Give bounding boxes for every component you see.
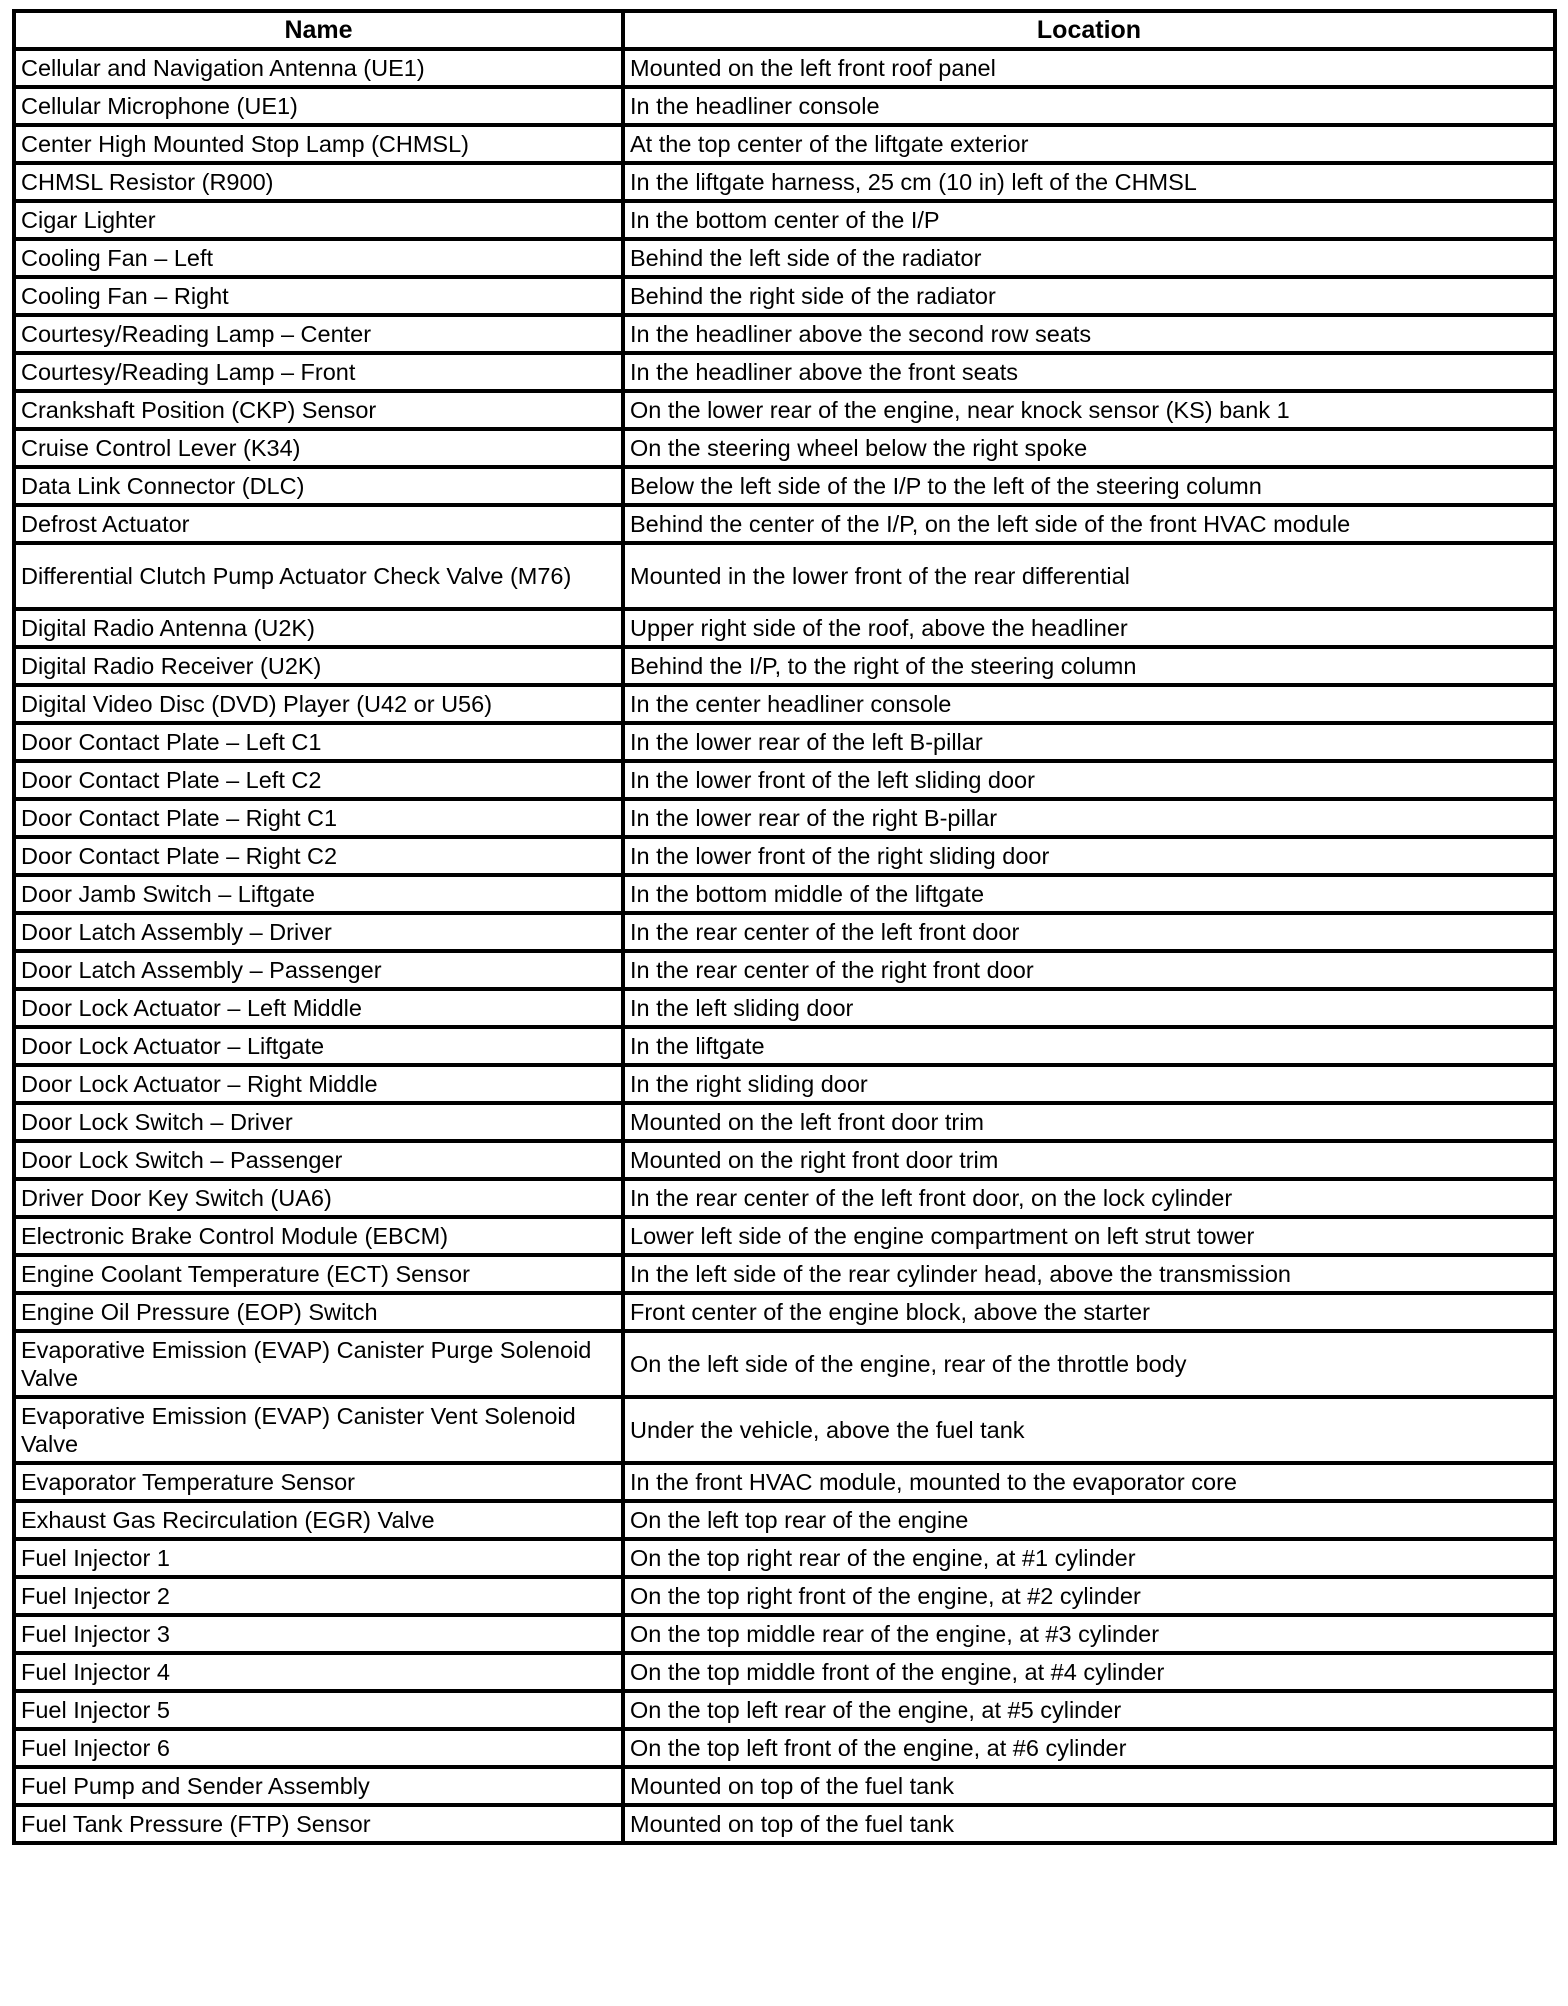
table-row bbox=[14, 1653, 1555, 1691]
component-name-cell: Evaporative Emission (EVAP) Canister Vent Solenoid Valve bbox=[14, 1397, 623, 1463]
component-name-cell: Digital Radio Receiver (U2K) bbox=[14, 647, 623, 685]
component-name-cell: Digital Video Disc (DVD) Player (U42 or U56) bbox=[14, 685, 623, 723]
component-location-cell: In the liftgate bbox=[623, 1027, 1555, 1065]
table-row bbox=[14, 1179, 1555, 1217]
table-row bbox=[14, 1217, 1555, 1255]
component-location-cell: In the bottom middle of the liftgate bbox=[623, 875, 1555, 913]
component-location-cell: On the left side of the engine, rear of the throttle body bbox=[623, 1331, 1555, 1397]
component-location-cell: On the lower rear of the engine, near knock sensor (KS) bank 1 bbox=[623, 391, 1555, 429]
component-location-cell: Mounted on top of the fuel tank bbox=[623, 1805, 1555, 1843]
table-row bbox=[14, 1027, 1555, 1065]
table-row bbox=[14, 467, 1555, 505]
component-name-cell: CHMSL Resistor (R900) bbox=[14, 163, 623, 201]
component-location-cell: In the lower front of the left sliding door bbox=[623, 761, 1555, 799]
table-row bbox=[14, 913, 1555, 951]
component-location-cell: On the top middle front of the engine, at #4 cylinder bbox=[623, 1653, 1555, 1691]
table-row bbox=[14, 1691, 1555, 1729]
table-row bbox=[14, 163, 1555, 201]
component-name-cell: Door Lock Actuator – Left Middle bbox=[14, 989, 623, 1027]
component-name-cell: Defrost Actuator bbox=[14, 505, 623, 543]
table-row bbox=[14, 353, 1555, 391]
component-location-cell: Front center of the engine block, above the starter bbox=[623, 1293, 1555, 1331]
component-name-cell: Electronic Brake Control Module (EBCM) bbox=[14, 1217, 623, 1255]
table-header-row bbox=[14, 11, 1555, 49]
component-location-cell: In the headliner above the front seats bbox=[623, 353, 1555, 391]
component-name-cell: Fuel Injector 4 bbox=[14, 1653, 623, 1691]
component-location-cell: At the top center of the liftgate exterior bbox=[623, 125, 1555, 163]
component-name-cell: Cigar Lighter bbox=[14, 201, 623, 239]
table-row bbox=[14, 723, 1555, 761]
component-name-cell: Differential Clutch Pump Actuator Check Valve (M76) bbox=[14, 543, 623, 609]
table-row bbox=[14, 277, 1555, 315]
component-location-cell: In the rear center of the left front door, on the lock cylinder bbox=[623, 1179, 1555, 1217]
component-name-cell: Cellular Microphone (UE1) bbox=[14, 87, 623, 125]
component-location-cell: In the rear center of the left front door bbox=[623, 913, 1555, 951]
table-row bbox=[14, 1397, 1555, 1463]
component-locator-table bbox=[12, 9, 1557, 1845]
table-body bbox=[14, 49, 1555, 1843]
component-name-cell: Driver Door Key Switch (UA6) bbox=[14, 1179, 623, 1217]
component-name-cell: Courtesy/Reading Lamp – Front bbox=[14, 353, 623, 391]
component-location-cell: On the top middle rear of the engine, at #3 cylinder bbox=[623, 1615, 1555, 1653]
component-location-cell: In the headliner console bbox=[623, 87, 1555, 125]
component-name-cell: Center High Mounted Stop Lamp (CHMSL) bbox=[14, 125, 623, 163]
table-row bbox=[14, 1331, 1555, 1397]
component-name-cell: Engine Oil Pressure (EOP) Switch bbox=[14, 1293, 623, 1331]
component-name-cell: Fuel Injector 5 bbox=[14, 1691, 623, 1729]
component-location-cell: In the bottom center of the I/P bbox=[623, 201, 1555, 239]
component-location-cell: In the headliner above the second row seats bbox=[623, 315, 1555, 353]
component-name-cell: Evaporator Temperature Sensor bbox=[14, 1463, 623, 1501]
component-name-cell: Door Contact Plate – Left C1 bbox=[14, 723, 623, 761]
table-row bbox=[14, 761, 1555, 799]
table-row bbox=[14, 429, 1555, 467]
component-name-cell: Courtesy/Reading Lamp – Center bbox=[14, 315, 623, 353]
component-name-cell: Door Lock Switch – Passenger bbox=[14, 1141, 623, 1179]
component-name-cell: Fuel Injector 3 bbox=[14, 1615, 623, 1653]
table-row bbox=[14, 989, 1555, 1027]
component-name-cell: Door Contact Plate – Left C2 bbox=[14, 761, 623, 799]
component-location-cell: In the lower rear of the right B-pillar bbox=[623, 799, 1555, 837]
table-row bbox=[14, 543, 1555, 609]
column-header-name: Name bbox=[14, 11, 623, 49]
table-row bbox=[14, 1293, 1555, 1331]
table-row bbox=[14, 49, 1555, 87]
component-name-cell: Cruise Control Lever (K34) bbox=[14, 429, 623, 467]
component-location-cell: Mounted on the right front door trim bbox=[623, 1141, 1555, 1179]
component-location-cell: In the rear center of the right front door bbox=[623, 951, 1555, 989]
table-row bbox=[14, 505, 1555, 543]
component-name-cell: Cooling Fan – Left bbox=[14, 239, 623, 277]
component-name-cell: Engine Coolant Temperature (ECT) Sensor bbox=[14, 1255, 623, 1293]
component-name-cell: Digital Radio Antenna (U2K) bbox=[14, 609, 623, 647]
table-row bbox=[14, 1103, 1555, 1141]
component-location-cell: In the lower front of the right sliding door bbox=[623, 837, 1555, 875]
component-name-cell: Crankshaft Position (CKP) Sensor bbox=[14, 391, 623, 429]
table-row bbox=[14, 1767, 1555, 1805]
table-row bbox=[14, 1615, 1555, 1653]
component-name-cell: Door Jamb Switch – Liftgate bbox=[14, 875, 623, 913]
table-row bbox=[14, 1805, 1555, 1843]
table-row bbox=[14, 799, 1555, 837]
table-row bbox=[14, 1141, 1555, 1179]
component-name-cell: Door Lock Actuator – Liftgate bbox=[14, 1027, 623, 1065]
component-location-cell: In the center headliner console bbox=[623, 685, 1555, 723]
component-name-cell: Evaporative Emission (EVAP) Canister Purge Solenoid Valve bbox=[14, 1331, 623, 1397]
table-row bbox=[14, 1501, 1555, 1539]
table-row bbox=[14, 315, 1555, 353]
component-location-cell: Under the vehicle, above the fuel tank bbox=[623, 1397, 1555, 1463]
component-location-cell: Behind the I/P, to the right of the steering column bbox=[623, 647, 1555, 685]
component-name-cell: Fuel Tank Pressure (FTP) Sensor bbox=[14, 1805, 623, 1843]
component-name-cell: Cooling Fan – Right bbox=[14, 277, 623, 315]
component-name-cell: Door Contact Plate – Right C2 bbox=[14, 837, 623, 875]
component-name-cell: Fuel Injector 6 bbox=[14, 1729, 623, 1767]
table-row bbox=[14, 647, 1555, 685]
table-row bbox=[14, 239, 1555, 277]
table-row bbox=[14, 837, 1555, 875]
component-name-cell: Fuel Injector 1 bbox=[14, 1539, 623, 1577]
component-name-cell: Cellular and Navigation Antenna (UE1) bbox=[14, 49, 623, 87]
component-location-cell: Below the left side of the I/P to the left of the steering column bbox=[623, 467, 1555, 505]
column-header-location: Location bbox=[623, 11, 1555, 49]
component-location-cell: In the front HVAC module, mounted to the evaporator core bbox=[623, 1463, 1555, 1501]
table-row bbox=[14, 685, 1555, 723]
table-row bbox=[14, 1463, 1555, 1501]
table-row bbox=[14, 87, 1555, 125]
table-row bbox=[14, 125, 1555, 163]
component-location-cell: In the right sliding door bbox=[623, 1065, 1555, 1103]
table-row bbox=[14, 609, 1555, 647]
component-name-cell: Door Contact Plate – Right C1 bbox=[14, 799, 623, 837]
component-name-cell: Fuel Pump and Sender Assembly bbox=[14, 1767, 623, 1805]
component-location-cell: In the left sliding door bbox=[623, 989, 1555, 1027]
component-location-cell: Mounted on the left front door trim bbox=[623, 1103, 1555, 1141]
component-location-cell: Mounted on top of the fuel tank bbox=[623, 1767, 1555, 1805]
component-location-cell: On the steering wheel below the right spoke bbox=[623, 429, 1555, 467]
table-row bbox=[14, 1539, 1555, 1577]
component-location-cell: Mounted in the lower front of the rear differential bbox=[623, 543, 1555, 609]
table-row bbox=[14, 1729, 1555, 1767]
table-row bbox=[14, 1065, 1555, 1103]
table-row bbox=[14, 875, 1555, 913]
component-name-cell: Door Latch Assembly – Driver bbox=[14, 913, 623, 951]
component-location-cell: Behind the right side of the radiator bbox=[623, 277, 1555, 315]
component-location-cell: On the top left rear of the engine, at #5 cylinder bbox=[623, 1691, 1555, 1729]
component-location-cell: In the left side of the rear cylinder head, above the transmission bbox=[623, 1255, 1555, 1293]
table-row bbox=[14, 201, 1555, 239]
component-name-cell: Fuel Injector 2 bbox=[14, 1577, 623, 1615]
component-name-cell: Door Lock Actuator – Right Middle bbox=[14, 1065, 623, 1103]
component-location-cell: In the lower rear of the left B-pillar bbox=[623, 723, 1555, 761]
component-location-cell: Upper right side of the roof, above the headliner bbox=[623, 609, 1555, 647]
component-location-cell: On the top right rear of the engine, at #1 cylinder bbox=[623, 1539, 1555, 1577]
table-row bbox=[14, 1255, 1555, 1293]
component-name-cell: Door Latch Assembly – Passenger bbox=[14, 951, 623, 989]
component-location-cell: In the liftgate harness, 25 cm (10 in) left of the CHMSL bbox=[623, 163, 1555, 201]
component-name-cell: Data Link Connector (DLC) bbox=[14, 467, 623, 505]
table-row bbox=[14, 391, 1555, 429]
component-name-cell: Exhaust Gas Recirculation (EGR) Valve bbox=[14, 1501, 623, 1539]
table-row bbox=[14, 951, 1555, 989]
component-locator-sheet bbox=[12, 9, 1557, 1845]
component-location-cell: Lower left side of the engine compartment on left strut tower bbox=[623, 1217, 1555, 1255]
component-location-cell: Behind the left side of the radiator bbox=[623, 239, 1555, 277]
component-location-cell: Mounted on the left front roof panel bbox=[623, 49, 1555, 87]
table-row bbox=[14, 1577, 1555, 1615]
component-name-cell: Door Lock Switch – Driver bbox=[14, 1103, 623, 1141]
component-location-cell: On the left top rear of the engine bbox=[623, 1501, 1555, 1539]
component-location-cell: Behind the center of the I/P, on the left side of the front HVAC module bbox=[623, 505, 1555, 543]
component-location-cell: On the top left front of the engine, at #6 cylinder bbox=[623, 1729, 1555, 1767]
component-location-cell: On the top right front of the engine, at #2 cylinder bbox=[623, 1577, 1555, 1615]
